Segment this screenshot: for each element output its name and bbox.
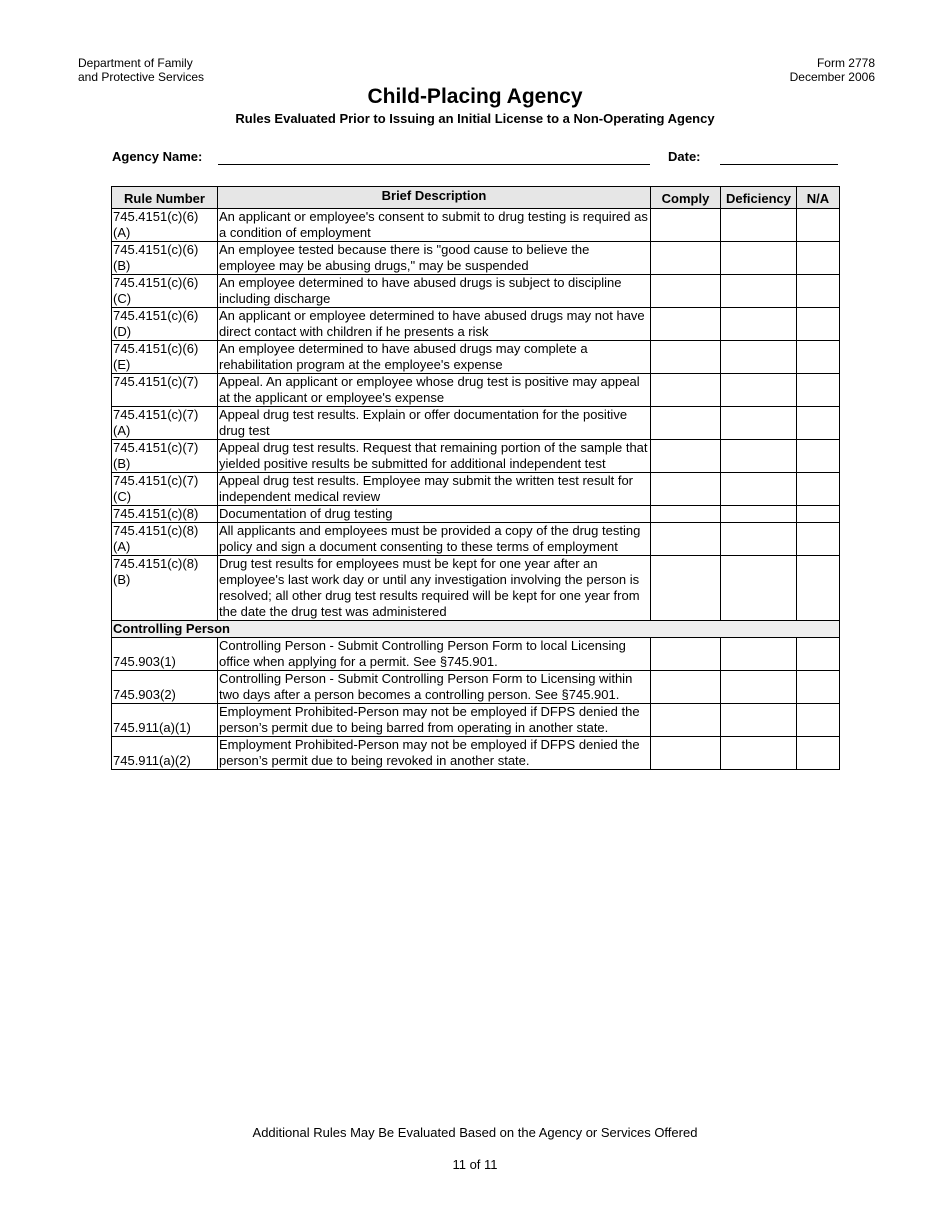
deficiency-cell[interactable]	[721, 523, 797, 556]
comply-cell[interactable]	[651, 242, 721, 275]
deficiency-cell[interactable]	[721, 275, 797, 308]
footer-note: Additional Rules May Be Evaluated Based on the Agency or Services Offered	[252, 1125, 698, 1140]
page-number: 11 of 11	[452, 1157, 498, 1172]
rule-subpart: (A)	[113, 539, 131, 554]
table-row	[112, 556, 840, 621]
date-field[interactable]	[720, 164, 838, 165]
description-cell: Drug test results for employees must be kept for one year after an employee's last work day or until any investigation involving the person is resolved; all other drug test results required will be kept for one year from the date the drug test was administered	[218, 556, 651, 621]
deficiency-cell[interactable]	[721, 242, 797, 275]
comply-cell[interactable]	[651, 506, 721, 523]
rule-number: 745.4151(c)(7)	[113, 473, 199, 488]
table-row	[112, 374, 840, 407]
comply-cell[interactable]	[651, 440, 721, 473]
description-cell: Documentation of drug testing	[218, 506, 651, 523]
comply-cell[interactable]	[651, 209, 721, 242]
rule-number-cell: 745.903(2)	[112, 671, 218, 704]
date-label: Date:	[668, 149, 701, 164]
deficiency-cell[interactable]	[721, 737, 797, 770]
na-cell[interactable]	[797, 638, 840, 671]
na-cell[interactable]	[797, 506, 840, 523]
na-cell[interactable]	[797, 242, 840, 275]
rule-number-cell: 745.911(a)(2)	[112, 737, 218, 770]
form-number: Form 2778	[816, 56, 875, 70]
rule-number: 745.4151(c)(7)	[113, 374, 199, 389]
description-cell: All applicants and employees must be provided a copy of the drug testing policy and sign a document consenting to these terms of employment	[218, 523, 651, 556]
rule-subpart: (C)	[113, 291, 132, 306]
description-cell: An applicant or employee's consent to submit to drug testing is required as a condition of employment	[218, 209, 651, 242]
rule-number: 745.4151(c)(8)	[113, 523, 199, 538]
description-cell: Appeal. An applicant or employee whose drug test is positive may appeal at the applicant or employee's expense	[218, 374, 651, 407]
na-cell[interactable]	[797, 671, 840, 704]
comply-cell[interactable]	[651, 374, 721, 407]
table-row	[112, 704, 840, 737]
na-cell[interactable]	[797, 440, 840, 473]
deficiency-cell[interactable]	[721, 671, 797, 704]
comply-cell[interactable]	[651, 737, 721, 770]
agency-name-field[interactable]	[218, 164, 650, 165]
comply-cell[interactable]	[651, 275, 721, 308]
table-row	[112, 523, 840, 556]
rule-number-cell	[112, 556, 218, 621]
na-cell[interactable]	[797, 523, 840, 556]
table-row	[112, 308, 840, 341]
deficiency-cell[interactable]	[721, 440, 797, 473]
rule-subpart: (B)	[113, 456, 131, 471]
table-row	[112, 275, 840, 308]
comply-cell[interactable]	[651, 308, 721, 341]
rule-number-cell: 745.911(a)(1)	[112, 704, 218, 737]
rule-number-cell	[112, 308, 218, 341]
rule-number: 745.4151(c)(6)	[113, 341, 199, 356]
deficiency-cell[interactable]	[721, 209, 797, 242]
table-row	[112, 407, 840, 440]
description-cell: Appeal drug test results. Employee may submit the written test result for independent medical review	[218, 473, 651, 506]
page-title: Child-Placing Agency	[367, 85, 583, 108]
rule-number: 745.4151(c)(7)	[113, 440, 199, 455]
rule-number-cell	[112, 242, 218, 275]
department-line-2: and Protective Services	[78, 70, 205, 84]
na-cell[interactable]	[797, 374, 840, 407]
rule-number: 745.4151(c)(7)	[113, 407, 199, 422]
description-cell: An applicant or employee determined to have abused drugs may not have direct contact with children if he presents a risk	[218, 308, 651, 341]
na-cell[interactable]	[797, 556, 840, 621]
rule-subpart: (C)	[113, 489, 132, 504]
na-cell[interactable]	[797, 407, 840, 440]
page-subtitle: Rules Evaluated Prior to Issuing an Initial License to a Non-Operating Agency	[235, 111, 715, 126]
comply-cell[interactable]	[651, 407, 721, 440]
rule-subpart: (D)	[113, 324, 132, 339]
deficiency-cell[interactable]	[721, 308, 797, 341]
rule-number-cell	[112, 209, 218, 242]
rule-number-cell	[112, 275, 218, 308]
na-header: N/A	[797, 187, 840, 209]
rule-number: 745.4151(c)(6)	[113, 308, 199, 323]
description-cell: Appeal drug test results. Explain or offer documentation for the positive drug test	[218, 407, 651, 440]
rule-number-cell	[112, 473, 218, 506]
table-row	[112, 440, 840, 473]
rule-subpart: (B)	[113, 258, 131, 273]
rule-number: 745.4151(c)(6)	[113, 242, 199, 257]
rule-subpart: (E)	[113, 357, 131, 372]
brief-description-header: Brief Description	[218, 187, 651, 209]
na-cell[interactable]	[797, 275, 840, 308]
deficiency-cell[interactable]	[721, 556, 797, 621]
comply-cell[interactable]	[651, 473, 721, 506]
comply-cell[interactable]	[651, 523, 721, 556]
deficiency-cell[interactable]	[721, 473, 797, 506]
table-row	[112, 638, 840, 671]
table-row	[112, 242, 840, 275]
rule-number: 745.4151(c)(6)	[113, 275, 199, 290]
section-header-row	[112, 621, 840, 638]
table-row	[112, 209, 840, 242]
comply-cell[interactable]	[651, 704, 721, 737]
rules-table	[111, 186, 840, 770]
deficiency-cell[interactable]	[721, 341, 797, 374]
deficiency-cell[interactable]	[721, 638, 797, 671]
na-cell[interactable]	[797, 473, 840, 506]
rule-number-cell: 745.903(1)	[112, 638, 218, 671]
na-cell[interactable]	[797, 308, 840, 341]
comply-cell[interactable]	[651, 341, 721, 374]
description-cell: Controlling Person - Submit Controlling Person Form to local Licensing office when applying for a permit. See §745.901.	[218, 638, 651, 671]
rule-number: 745.4151(c)(8)	[113, 506, 199, 521]
table-row	[112, 506, 840, 523]
comply-header: Comply	[651, 187, 721, 209]
comply-cell[interactable]	[651, 556, 721, 621]
rule-number: 745.4151(c)(6)	[113, 209, 199, 224]
description-cell: An employee determined to have abused drugs is subject to discipline including discharge	[218, 275, 651, 308]
form-date: December 2006	[789, 70, 875, 84]
form-header	[790, 56, 875, 84]
rule-number-cell	[112, 407, 218, 440]
rule-subpart: (A)	[113, 423, 131, 438]
deficiency-header: Deficiency	[721, 187, 797, 209]
table-row	[112, 473, 840, 506]
rule-number-cell	[112, 374, 218, 407]
description-cell: An employee tested because there is "good cause to believe the employee may be abusing drugs," may be suspended	[218, 242, 651, 275]
deficiency-cell[interactable]	[721, 704, 797, 737]
table-row	[112, 671, 840, 704]
table-row	[112, 341, 840, 374]
na-cell[interactable]	[797, 209, 840, 242]
description-cell: Appeal drug test results. Request that remaining portion of the sample that yielded positive results be submitted for additional independent test	[218, 440, 651, 473]
rule-subpart: (B)	[113, 572, 131, 587]
deficiency-cell[interactable]	[721, 374, 797, 407]
department-line-1: Department of Family	[78, 56, 193, 70]
comply-cell[interactable]	[651, 671, 721, 704]
deficiency-cell[interactable]	[721, 506, 797, 523]
department-header	[78, 56, 204, 84]
description-cell: Employment Prohibited-Person may not be employed if DFPS denied the person’s permit due to being barred from operating in another state.	[218, 704, 651, 737]
rule-subpart: (A)	[113, 225, 131, 240]
table-header-row	[112, 187, 840, 209]
rule-number-cell	[112, 341, 218, 374]
deficiency-cell[interactable]	[721, 407, 797, 440]
description-cell: Employment Prohibited-Person may not be employed if DFPS denied the person’s permit due to being revoked in another state.	[218, 737, 651, 770]
rule-number: 745.4151(c)(8)	[113, 556, 199, 571]
rule-number-cell	[112, 523, 218, 556]
na-cell[interactable]	[797, 737, 840, 770]
na-cell[interactable]	[797, 704, 840, 737]
section-title: Controlling Person	[112, 621, 840, 638]
description-cell: An employee determined to have abused drugs may complete a rehabilitation program at the employee's expense	[218, 341, 651, 374]
rule-number-header: Rule Number	[112, 187, 218, 209]
comply-cell[interactable]	[651, 638, 721, 671]
description-cell: Controlling Person - Submit Controlling Person Form to Licensing within two days after a person becomes a controlling person. See §745.901.	[218, 671, 651, 704]
agency-name-label: Agency Name:	[112, 149, 203, 164]
rule-number-cell	[112, 506, 218, 523]
na-cell[interactable]	[797, 341, 840, 374]
rule-number-cell	[112, 440, 218, 473]
table-row	[112, 737, 840, 770]
